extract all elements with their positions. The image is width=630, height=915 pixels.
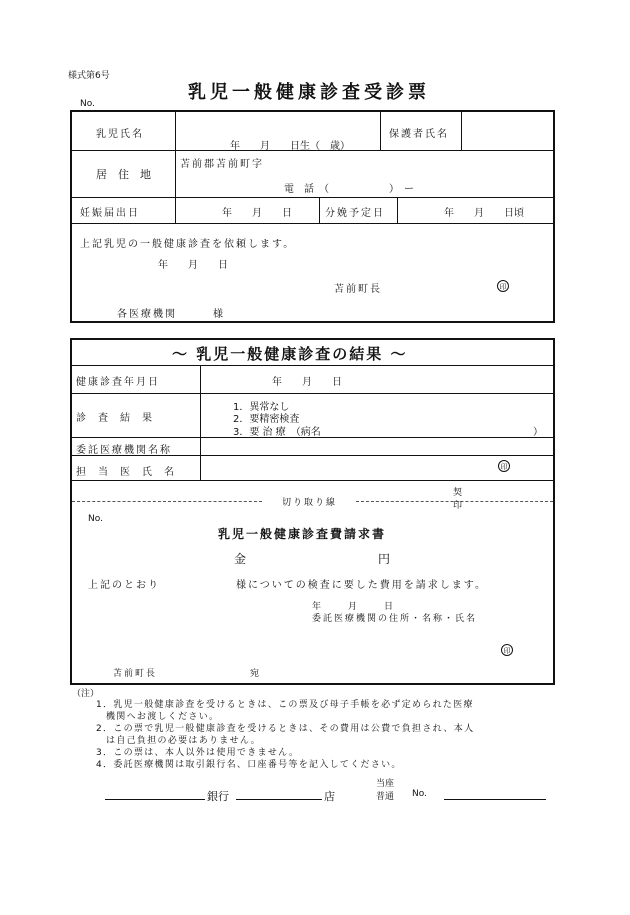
note-4: 4．委託医療機関は取引銀行名、口座番号等を記入してください。: [96, 760, 402, 770]
seal-icon: 印: [497, 280, 509, 292]
invoice-seal-icon: 印: [501, 644, 513, 656]
note-2-cont: は自己負担の必要はありません。: [106, 736, 262, 746]
pregnancy-date-field[interactable]: 年 月 日: [222, 208, 292, 219]
invoice-basis: 上記のとおり: [88, 580, 160, 591]
doctor-seal-icon: 印: [498, 460, 510, 472]
contract-stamp-bottom: 印: [453, 501, 463, 511]
result-title: ～ 乳児一般健康診査の結果 ～: [172, 345, 408, 363]
infant-name-label: 乳児氏名: [96, 129, 144, 140]
branch-name-field[interactable]: [236, 799, 322, 800]
due-date-field[interactable]: 年 月 日頃: [444, 208, 524, 219]
account-type-current[interactable]: 当座: [376, 779, 395, 789]
result-label: 診 査 結 果: [76, 413, 153, 424]
note-1: 1．乳児一般健康診査を受けるときは、この票及び母子手帳を必ず定められた医療: [96, 700, 474, 710]
note-2: 2．この票で乳児一般健康診査を受けるときは、その費用は公費で負担され、本人: [96, 724, 475, 734]
result-option-treatment[interactable]: 3．要 治 療 （病名: [233, 427, 321, 438]
no-label: No.: [80, 99, 95, 109]
cut-line-label: 切り取り線: [282, 498, 338, 508]
due-date-label: 分娩予定日: [325, 208, 385, 219]
exam-date-label: 健康診査年月日: [76, 377, 160, 388]
mayor-label: 苫前町長: [334, 284, 382, 295]
address-prefix[interactable]: 苫前郡苫前町字: [180, 159, 264, 170]
amount-label: 金: [234, 552, 247, 566]
guardian-name-label: 保護者氏名: [389, 129, 449, 140]
bank-label: 銀行: [207, 790, 229, 803]
addressee: 各医療機関 様: [117, 309, 225, 320]
account-number-field[interactable]: [444, 799, 546, 800]
contract-stamp-top: 契: [453, 488, 463, 498]
doctor-name-label: 担 当 医 氏 名: [76, 467, 175, 478]
result-option-detailed[interactable]: 2．要精密検査: [233, 414, 300, 425]
note-3: 3．この票は、本人以外は使用できません。: [96, 748, 300, 758]
page-title: 乳児一般健康診査受診票: [188, 82, 430, 103]
address-label: 居 住 地: [96, 168, 151, 181]
invoice-title: 乳児一般健康診査費請求書: [218, 527, 387, 541]
invoice-claim-text: 様についての検査に要した費用を請求します。: [236, 580, 487, 591]
account-type-ordinary[interactable]: 普通: [376, 792, 395, 802]
request-date[interactable]: 年 月 日: [158, 260, 228, 271]
invoice-to: 宛: [250, 669, 260, 679]
invoice-date[interactable]: 年 月 日: [312, 602, 394, 612]
pregnancy-report-label: 妊娠届出日: [80, 208, 140, 219]
institution-name-label: 委託医療機関名称: [76, 445, 172, 456]
invoice-institution-line: 委託医療機関の住所・名称・氏名: [312, 614, 478, 624]
notes-heading: （注）: [72, 689, 100, 699]
amount-unit: 円: [378, 552, 391, 566]
request-sentence: 上記乳児の一般健康診査を依頼します。: [80, 239, 296, 250]
result-form: [70, 338, 555, 685]
phone-field[interactable]: 電 話 （ ） ー: [284, 184, 414, 195]
result-option-normal[interactable]: 1．異常なし: [233, 402, 290, 413]
birth-date-field[interactable]: 年 月 日生（ 歳）: [230, 141, 350, 152]
exam-date-field[interactable]: 年 月 日: [272, 377, 342, 388]
bank-name-field[interactable]: [105, 799, 205, 800]
result-close-paren: ）: [533, 427, 543, 438]
note-1-cont: 機関へお渡しください。: [106, 712, 220, 722]
branch-label: 店: [324, 790, 335, 803]
invoice-no-label: No.: [88, 514, 103, 524]
account-no-label: No.: [412, 789, 427, 799]
invoice-mayor: 苫前町長: [113, 669, 158, 679]
form-number: 様式第6号: [68, 71, 110, 81]
